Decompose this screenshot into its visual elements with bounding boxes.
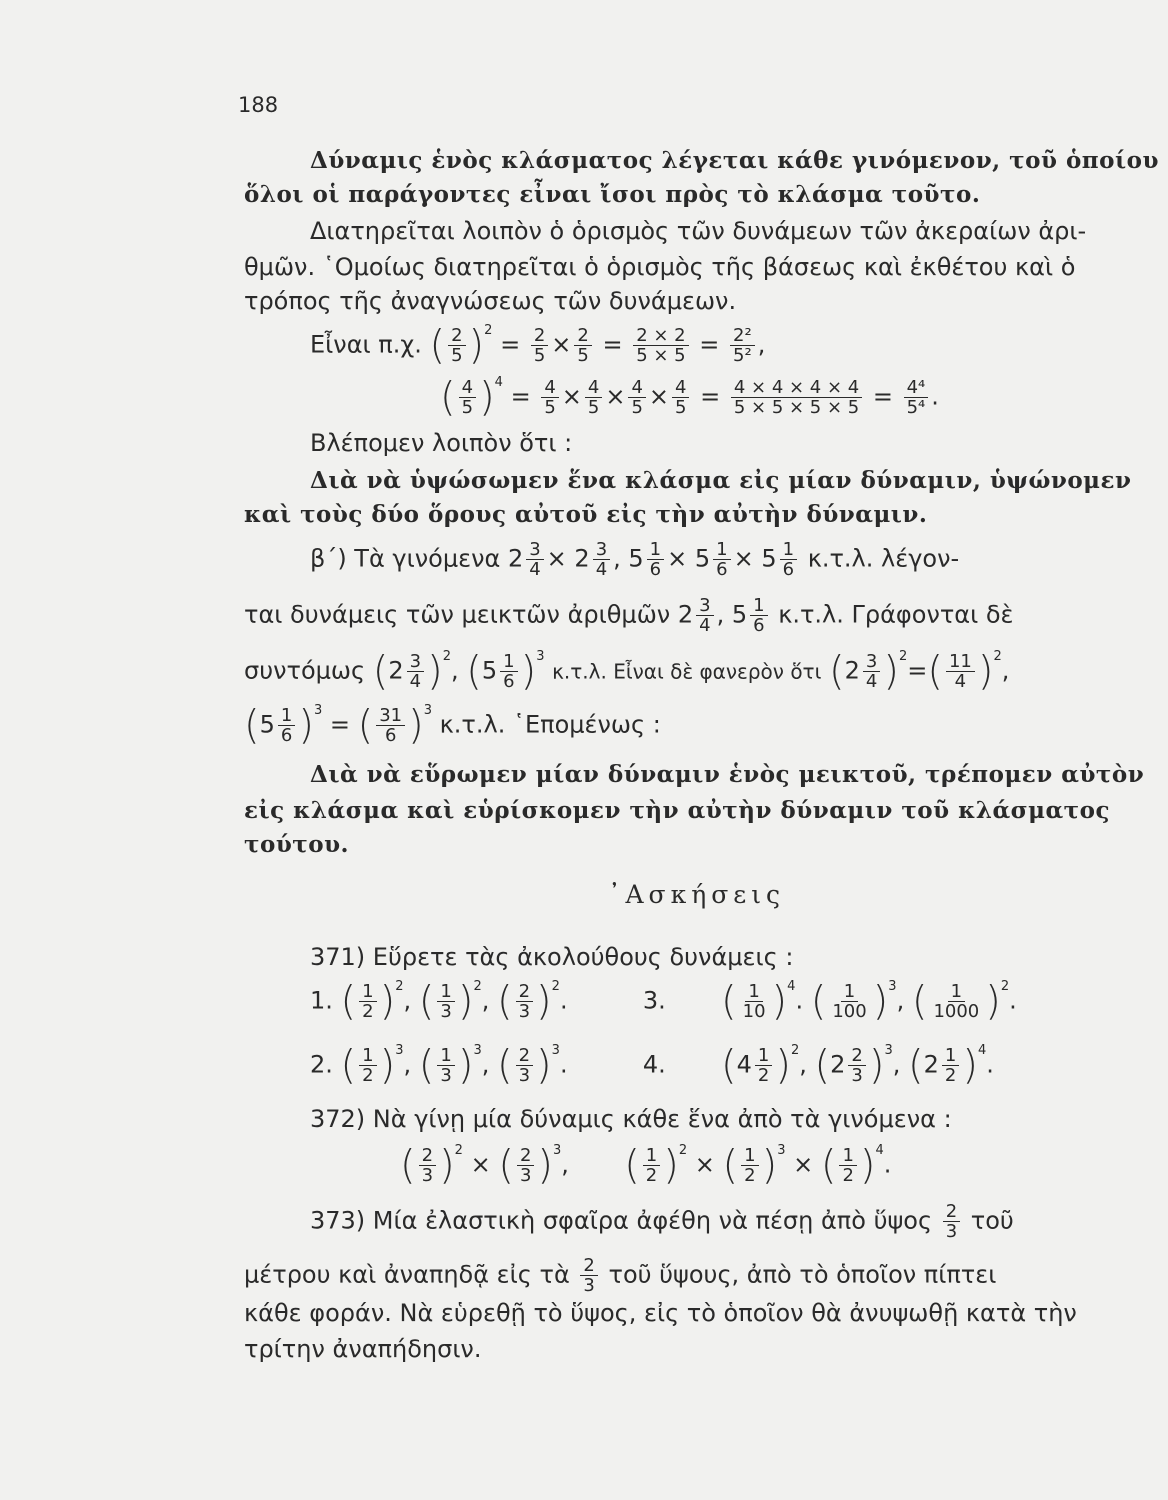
definition-line-2: ὅλοι οἱ παράγοντες εἶναι ἴσοι πρὸς τὸ κλάσμα τοῦτο. [244,181,981,208]
exercise-372-products: ( $\frac{2}{3}$ )$^2$ × ( $\frac{2}{3}$ )$^3$, ( $\frac{1}{2}$ )$^2$ × ( $\frac{1}{2}$ )$^3$ × ( $\frac{1}{2}$ )$^4$. [400,1142,892,1189]
exercise-371-row-1: 1. ( $\frac{1}{2}$ )$^2$, ( $\frac{1}{3}$ )$^2$, ( $\frac{2}{3}$ )$^2$. 3. ( $\frac{1}{10}$ )$^4$. ( $\frac{1}{100}$ )$^3$, ( $\frac{1}{1000}$ )$^2$. [310,978,1017,1025]
rule1-line-1: Διὰ νὰ ὑψώσωμεν ἕνα κλάσμα εἰς μίαν δύναμιν, ὑψώνομεν [310,467,1132,494]
beta-line: β΄) Τὰ γινόμενα 2 $\frac{3}{4}$ × 2 $\frac{3}{4}$ , 5 $\frac{1}{6}$ × 5 $\frac{1}{6}$ × 5 $\frac{1}{6}$ κ.τ.λ. λέγον- [310,539,960,580]
exercise-373-line-1: 373) Μία ἐλαστικὴ σφαῖρα ἀφέθη νὰ πέσῃ ἀπὸ ὕψος $\frac{2}{3}$ τοῦ [310,1201,1014,1242]
para1-line-3: τρόπος τῆς ἀναγνώσεως τῶν δυνάμεων. [244,287,737,315]
definition-line-1: Δύναμις ἑνὸς κλάσματος λέγεται κάθε γινόμενον, τοῦ ὁποίου [310,147,1159,174]
rule1-line-2: καὶ τοὺς δύο ὅρους αὐτοῦ εἰς τὴν αὐτὴν δύναμιν. [244,501,928,528]
see-line: Βλέπομεν λοιπὸν ὅτι : [310,429,573,457]
exercise-372-text: 372) Νὰ γίνῃ μία δύναμις κάθε ἕνα ἀπὸ τὰ γινόμενα : [310,1105,952,1133]
rule2-line-2: εἰς κλάσμα καὶ εὑρίσκομεν τὴν αὐτὴν δύναμιν τοῦ κλάσματος [244,797,1110,824]
rule2-line-3: τούτου. [244,831,350,858]
example-label: Εἶναι π.χ. [310,330,422,359]
short-line: συντόμως (2 $\frac{3}{4}$ )$^2$, (5 $\frac{1}{6}$ )$^3$ κ.τ.λ. Εἶναι δὲ φανερὸν ὅτι (2 $\frac{3}{4}$ )$^2$=( $\frac{11}{4}$ )$^2$, [244,648,1010,695]
exercise-371-text: 371) Εὕρετε τὰς ἀκολούθους δυνάμεις : [310,943,794,971]
para1-line-1: Διατηρεῖται λοιπὸν ὁ ὁρισμὸς τῶν δυνάμεων τῶν ἀκεραίων ἀρι- [310,217,1087,245]
result-line: (5 $\frac{1}{6}$ )$^3$ = ( $\frac{31}{6}$ )$^3$ κ.τ.λ. ῾Επομένως : [244,702,661,749]
rule2-line-1: Διὰ νὰ εὕρωμεν μίαν δύναμιν ἑνὸς μεικτοῦ, τρέπομεν αὐτὸν [310,761,1145,788]
mixed-line: ται δυνάμεις τῶν μεικτῶν ἀριθμῶν 2 $\frac{3}{4}$ , 5 $\frac{1}{6}$ κ.τ.λ. Γράφονται δὲ [244,595,1014,636]
example-1-equation: Εἶναι π.χ. ( $\frac{2}{5}$ )$^2$ = $\frac{2}{5}$ × $\frac{2}{5}$ = $\frac{2 \times 2}{5 \times 5}$ = $\frac{\text{2²}}{\text{5²}}$ , [310,322,766,369]
example-2-equation: ( $\frac{4}{5}$ )$^4$ = $\frac{4}{5}$ × $\frac{4}{5}$ × $\frac{4}{5}$ × $\frac{4}{5}$ = $\frac{4 \times 4 \times 4 \times 4}{5 \times 5 \times 5 \times 5}$ = $\frac{\text{4⁴}}{\text{5⁴}}$ . [440,374,939,421]
exercise-373-line-3: κάθε φοράν. Νὰ εὑρεθῇ τὸ ὕψος, εἰς τὸ ὁποῖον θὰ ἀνυψωθῇ κατὰ τὴν [244,1299,1077,1327]
exercise-373-line-2: μέτρου καὶ ἀναπηδᾷ εἰς τὰ $\frac{2}{3}$ τοῦ ὕψους, ἀπὸ τὸ ὁποῖον πίπτει [244,1255,997,1296]
exercise-371-row-2: 2. ( $\frac{1}{2}$ )$^3$, ( $\frac{1}{3}$ )$^3$, ( $\frac{2}{3}$ )$^3$. 4. (4 $\frac{1}{2}$ )$^2$, (2 $\frac{2}{3}$ )$^3$, (2 $\frac{1}{2}$ )$^4$. [310,1042,994,1089]
para1-line-2: θμῶν. ῾Ομοίως διατηρεῖται ὁ ὁρισμὸς τῆς βάσεως καὶ ἐκθέτου καὶ ὁ [244,253,1076,281]
exercises-heading: ᾿Ασκήσεις [608,880,786,909]
page-number: 188 [238,93,279,117]
exercise-373-line-4: τρίτην ἀναπήδησιν. [244,1335,482,1363]
